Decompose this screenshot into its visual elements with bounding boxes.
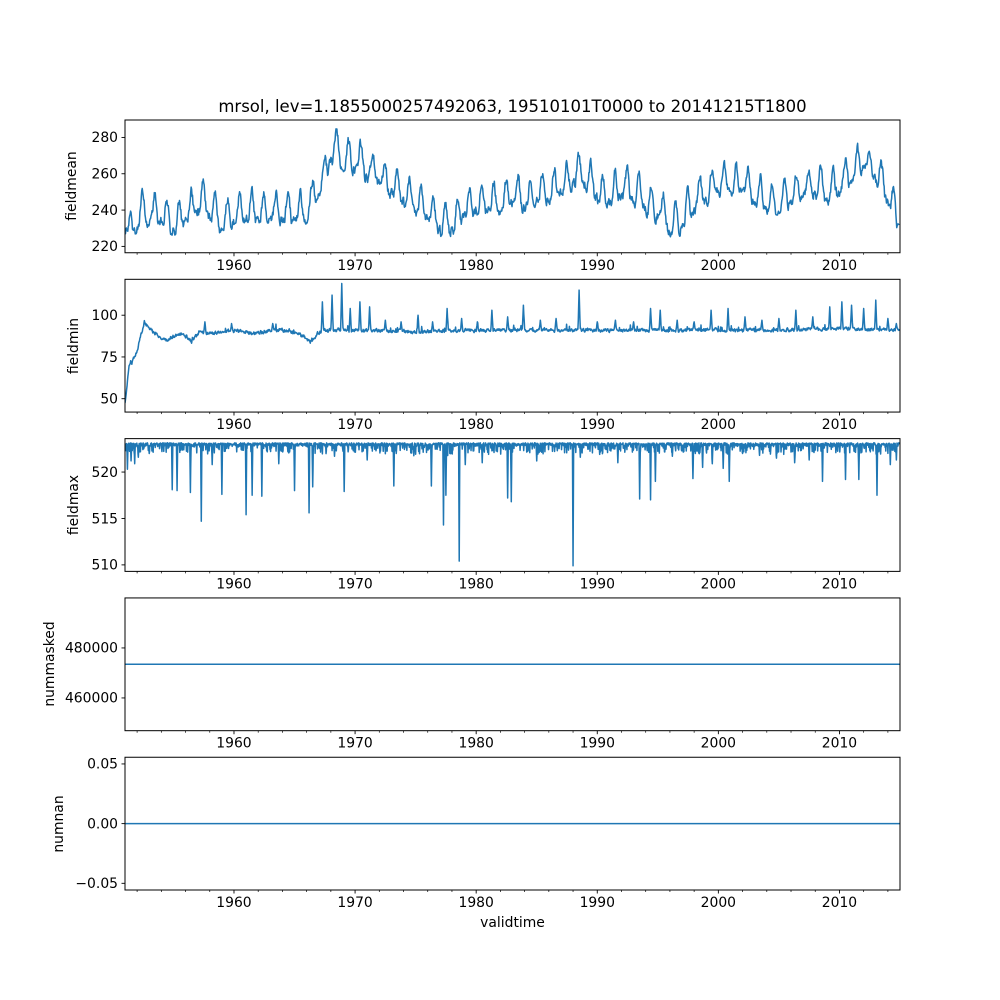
y-tick-label: 280 <box>91 130 118 147</box>
y-tick-label: 460000 <box>64 690 118 707</box>
x-tick-label: 2000 <box>700 257 737 274</box>
series-line-fieldmax <box>125 443 899 566</box>
x-tick-label: 1970 <box>337 895 373 911</box>
x-tick-label: 1990 <box>579 257 615 274</box>
x-tick-label: 1990 <box>579 895 615 911</box>
x-tick-label: 2000 <box>700 735 737 752</box>
x-tick-label: 1960 <box>216 417 252 434</box>
x-tick-label: 1960 <box>216 257 252 274</box>
x-tick-label: 1980 <box>458 417 494 434</box>
x-tick-label: 2010 <box>821 576 858 593</box>
x-tick-label: 1970 <box>337 735 373 752</box>
x-tick-label: 1990 <box>579 735 615 752</box>
x-tick-label: 1960 <box>216 735 252 752</box>
x-tick-label: 1980 <box>458 576 494 593</box>
ylabel-fieldmean: fieldmean <box>64 151 80 222</box>
series-line-fieldmin <box>125 283 899 402</box>
y-tick-label: 240 <box>91 202 118 219</box>
x-tick-label: 1960 <box>216 576 252 593</box>
x-tick-label: 1980 <box>458 735 494 752</box>
x-tick-label: 1990 <box>579 417 615 434</box>
y-tick-label: 0.05 <box>87 756 118 773</box>
x-tick-label: 1980 <box>458 895 494 911</box>
subplot-fieldmin <box>91 279 900 433</box>
x-tick-label: 2010 <box>821 417 858 434</box>
y-tick-label: 520 <box>91 464 118 481</box>
subplot-numnan <box>75 757 900 911</box>
x-tick-label: 2010 <box>821 735 858 752</box>
ylabel-nummasked: nummasked <box>42 621 58 707</box>
x-tick-label: 1990 <box>579 576 615 593</box>
y-tick-label: 0.00 <box>87 816 118 833</box>
x-tick-label: 2000 <box>700 895 737 911</box>
y-tick-label: 100 <box>91 308 118 325</box>
subplot-fieldmean <box>91 120 900 274</box>
y-tick-label: 260 <box>91 166 118 183</box>
x-tick-label: 1970 <box>337 576 373 593</box>
axes-frame <box>125 439 900 572</box>
x-tick-label: 1980 <box>458 257 494 274</box>
ylabel-fieldmax: fieldmax <box>66 474 82 536</box>
y-tick-label: 515 <box>91 511 118 528</box>
figure-title: mrsol, lev=1.1855000257492063, 19510101T0000 to 20141215T1800 <box>218 97 807 116</box>
ylabel-fieldmin: fieldmin <box>66 317 82 374</box>
subplot-fieldmax <box>91 439 900 593</box>
x-tick-label: 2000 <box>700 576 737 593</box>
x-tick-label: 1970 <box>337 257 373 274</box>
x-tick-label: 1970 <box>337 417 373 434</box>
subplot-nummasked <box>65 598 900 752</box>
x-tick-label: 2010 <box>821 895 858 911</box>
x-tick-label: 1960 <box>216 895 252 911</box>
x-tick-label: 2010 <box>821 257 858 274</box>
axes-frame <box>125 279 900 412</box>
y-tick-label: 75 <box>100 349 118 366</box>
y-tick-label: 510 <box>91 557 118 574</box>
y-tick-label: −0.05 <box>75 876 118 893</box>
y-tick-label: 220 <box>91 239 118 256</box>
x-tick-label: 2000 <box>700 417 737 434</box>
y-tick-label: 480000 <box>64 640 118 657</box>
ylabel-numnan: numnan <box>51 795 67 853</box>
y-tick-label: 50 <box>100 391 118 408</box>
series-line-fieldmean <box>125 129 899 237</box>
x-axis-label: validtime <box>480 915 545 931</box>
